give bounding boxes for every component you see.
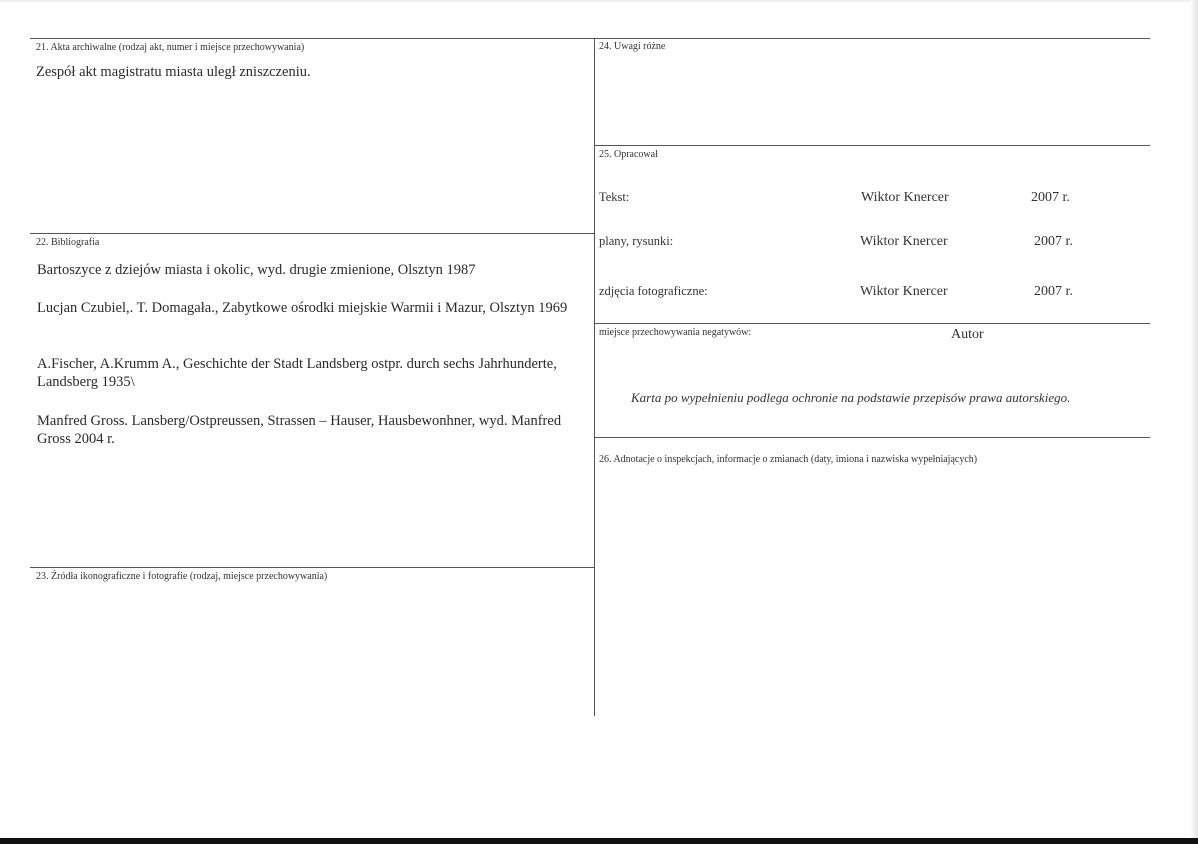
author-row-year: 2007 r. xyxy=(1034,284,1073,299)
bibliography-entry: Manfred Gross. Lansberg/Ostpreussen, Strassen – Hauser, Hausbewonhner, wyd. Manfred Gross 2004 r. xyxy=(37,413,562,447)
author-row-name: Wiktor Knercer xyxy=(860,234,948,249)
section-25-label: 25. Opracował xyxy=(599,149,658,160)
section-24-label: 24. Uwagi różne xyxy=(599,41,666,52)
author-row-name: Wiktor Knercer xyxy=(861,190,949,205)
bibliography-entry: A.Fischer, A.Krumm A., Geschichte der Stadt Landsberg ostpr. durch sechs Jahrhunderte, Landsberg 1935\ xyxy=(37,356,557,390)
top-rule xyxy=(30,38,1150,39)
scan-right-edge xyxy=(1190,0,1198,844)
negatives-label: miejsce przechowywania negatywów: xyxy=(599,327,752,338)
rule-right-negatives xyxy=(594,323,1150,324)
author-row-label: Tekst: xyxy=(599,190,630,204)
section-23-label: 23. Źródła ikonograficzne i fotografie (rodzaj, miejsce przechowywania) xyxy=(36,571,328,582)
section-21-label: 21. Akta archiwalne (rodzaj akt, numer i miejsce przechowywania) xyxy=(36,42,305,53)
scan-top-edge xyxy=(0,0,1198,3)
bibliography-entry: Bartoszyce z dziejów miasta i okolic, wyd. drugie zmienione, Olsztyn 1987 xyxy=(37,262,476,278)
author-row-year: 2007 r. xyxy=(1031,190,1070,205)
rule-right-25-26 xyxy=(594,437,1150,438)
rule-right-24-25 xyxy=(594,145,1150,146)
section-21-text: Zespół akt magistratu miasta uległ zniszczeniu. xyxy=(36,64,311,80)
author-row-year: 2007 r. xyxy=(1034,234,1073,249)
rule-left-21-22 xyxy=(30,233,595,234)
section-26-label: 26. Adnotacje o inspekcjach, informacje o zmianach (daty, imiona i nazwiska wypełniających) xyxy=(599,454,978,465)
author-row-name: Wiktor Knercer xyxy=(860,284,948,299)
scan-bottom-edge xyxy=(0,838,1198,844)
bibliography-entry: Lucjan Czubiel,. T. Domagała., Zabytkowe ośrodki miejskie Warmii i Mazur, Olsztyn 1969 xyxy=(37,300,568,316)
section-22-label: 22. Bibliografia xyxy=(36,237,100,248)
author-row-label: plany, rysunki: xyxy=(599,234,674,248)
column-divider xyxy=(594,38,595,716)
rule-left-22-23 xyxy=(30,567,595,568)
negatives-value: Autor xyxy=(951,327,984,342)
copyright-note: Karta po wypełnieniu podlega ochronie na podstawie przepisów prawa autorskiego. xyxy=(631,390,1071,405)
author-row-label: zdjęcia fotograficzne: xyxy=(599,284,708,298)
